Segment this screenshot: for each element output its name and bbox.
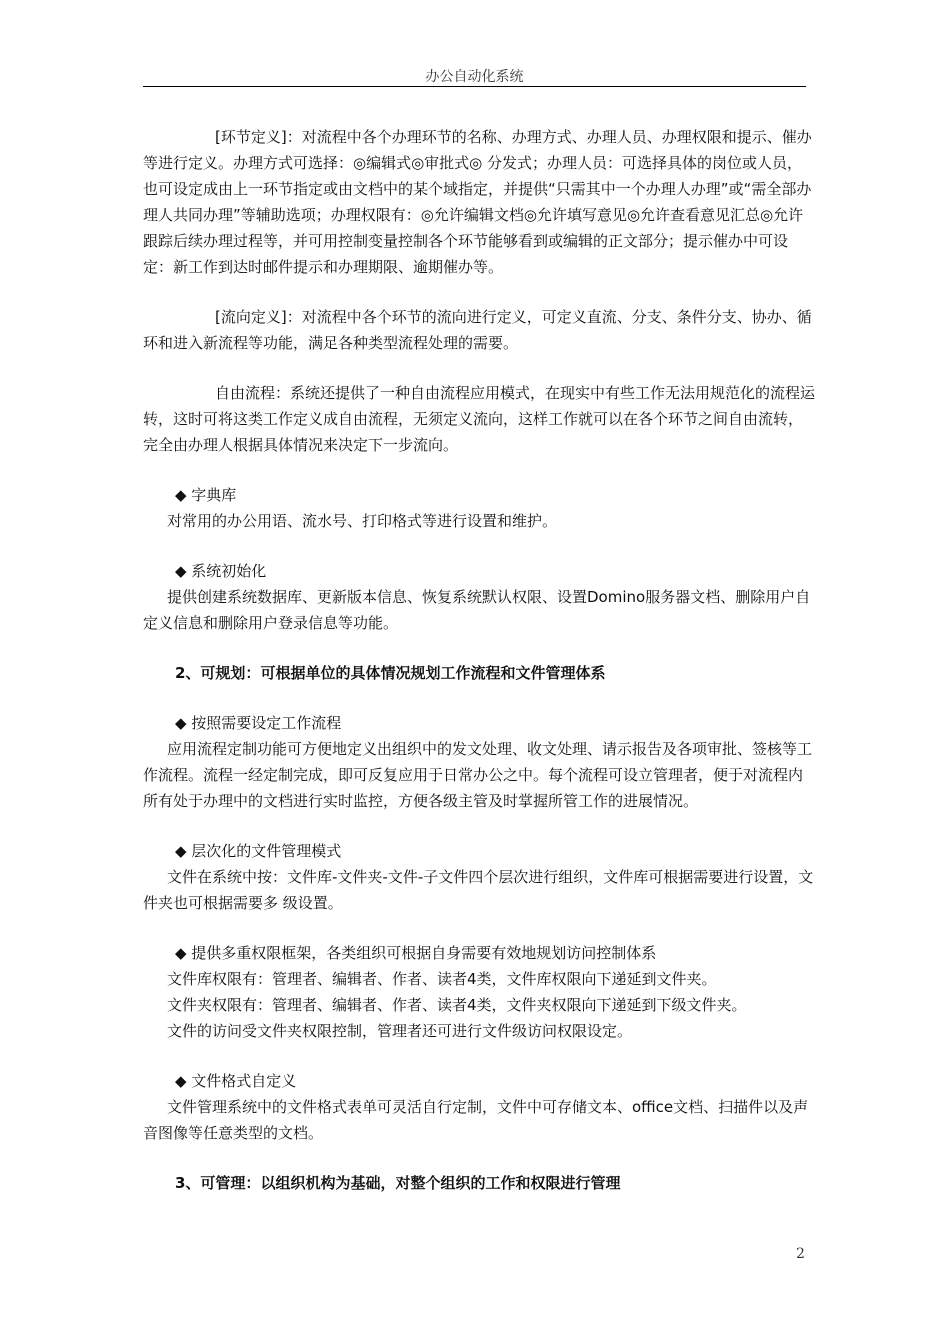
paragraph-free-flow: 自由流程：系统还提供了一种自由流程应用模式，在现实中有些工作无法用规范化的流程运转，这时可将这类工作定义成自由流程，无须定义流向，这样工作就可以在各个环节之间自由流转，完全由办理人根据具体情况来决定下一步流向。 (143, 384, 816, 454)
paragraph-flow-definition: [流向定义]：对流程中各个环节的流向进行定义，可定义直流、分支、条件分支、协办、循环和进入新流程等功能，满足各种类型流程处理的需要。 (143, 308, 812, 352)
page-number: 2 (796, 1246, 805, 1262)
bullet-init-text: 提供创建系统数据库、更新版本信息、恢复系统默认权限、设置Domino服务器文档、删除用户自定义信息和删除用户登录信息等功能。 (143, 588, 811, 632)
bullet-workflow-text: 应用流程定制功能可方便地定义出组织中的发文处理、收文处理、请示报告及各项审批、签核等工作流程。流程一经定制完成，即可反复应用于日常办公之中。每个流程可设立管理者，便于对流程内所有处于办理中的文档进行实时监控，方便各级主管及时掌握所管工作的进展情况。 (143, 740, 813, 810)
page-header-title: 办公自动化系统 (425, 69, 524, 85)
bullet-dictionary-title: ◆ 字典库 (175, 486, 237, 504)
permission-line-file: 文件的访问受文件夹权限控制，管理者还可进行文件级访问权限设定。 (167, 1022, 633, 1040)
paragraph-node-definition: [环节定义]：对流程中各个办理环节的名称、办理方式、办理人员、办理权限和提示、催办等进行定义。办理方式可选择：◎编辑式◎审批式◎ 分发式；办理人员：可选择具体的岗位或人员，也可设定成由上一环节指定或由文档中的某个域指定，并提供“只需其中一个办理人办理”或“需全部办理人共同办理”等辅助选项；办理权限有：◎允许编辑文档◎允许填写意见◎允许查看意见汇总◎允许跟踪后续办理过程等，并可用控制变量控制各个环节能够看到或编辑的正文部分；提示催办中可设定：新工作到达时邮件提示和办理期限、逾期催办等。 (143, 128, 812, 276)
document-body (143, 124, 815, 1196)
bullet-hierarchy-text: 文件在系统中按：文件库-文件夹-文件-子文件四个层次进行组织，文件库可根据需要进行设置，文件夹也可根据需要多 级设置。 (143, 868, 814, 912)
bullet-format-title: ◆ 文件格式自定义 (175, 1072, 297, 1090)
bullet-dictionary-text: 对常用的办公用语、流水号、打印格式等进行设置和维护。 (167, 512, 558, 530)
bullet-init-title: ◆ 系统初始化 (175, 562, 267, 580)
bullet-permission-title: ◆ 提供多重权限框架，各类组织可根据自身需要有效地规划访问控制体系 (175, 944, 657, 962)
bullet-workflow-title: ◆ 按照需要设定工作流程 (175, 714, 342, 732)
permission-line-folder: 文件夹权限有：管理者、编辑者、作者、读者4类，文件夹权限向下递延到下级文件夹。 (167, 996, 747, 1014)
bullet-hierarchy-title: ◆ 层次化的文件管理模式 (175, 842, 342, 860)
section-heading-2: 2、可规划：可根据单位的具体情况规划工作流程和文件管理体系 (175, 664, 606, 682)
permission-line-library: 文件库权限有：管理者、编辑者、作者、读者4类，文件库权限向下递延到文件夹。 (167, 970, 717, 988)
header-rule (143, 86, 806, 87)
section-heading-3: 3、可管理：以组织机构为基础，对整个组织的工作和权限进行管理 (175, 1174, 621, 1192)
bullet-format-text: 文件管理系统中的文件格式表单可灵活自行定制，文件中可存储文本、office文档、扫描件以及声音图像等任意类型的文档。 (143, 1098, 809, 1142)
